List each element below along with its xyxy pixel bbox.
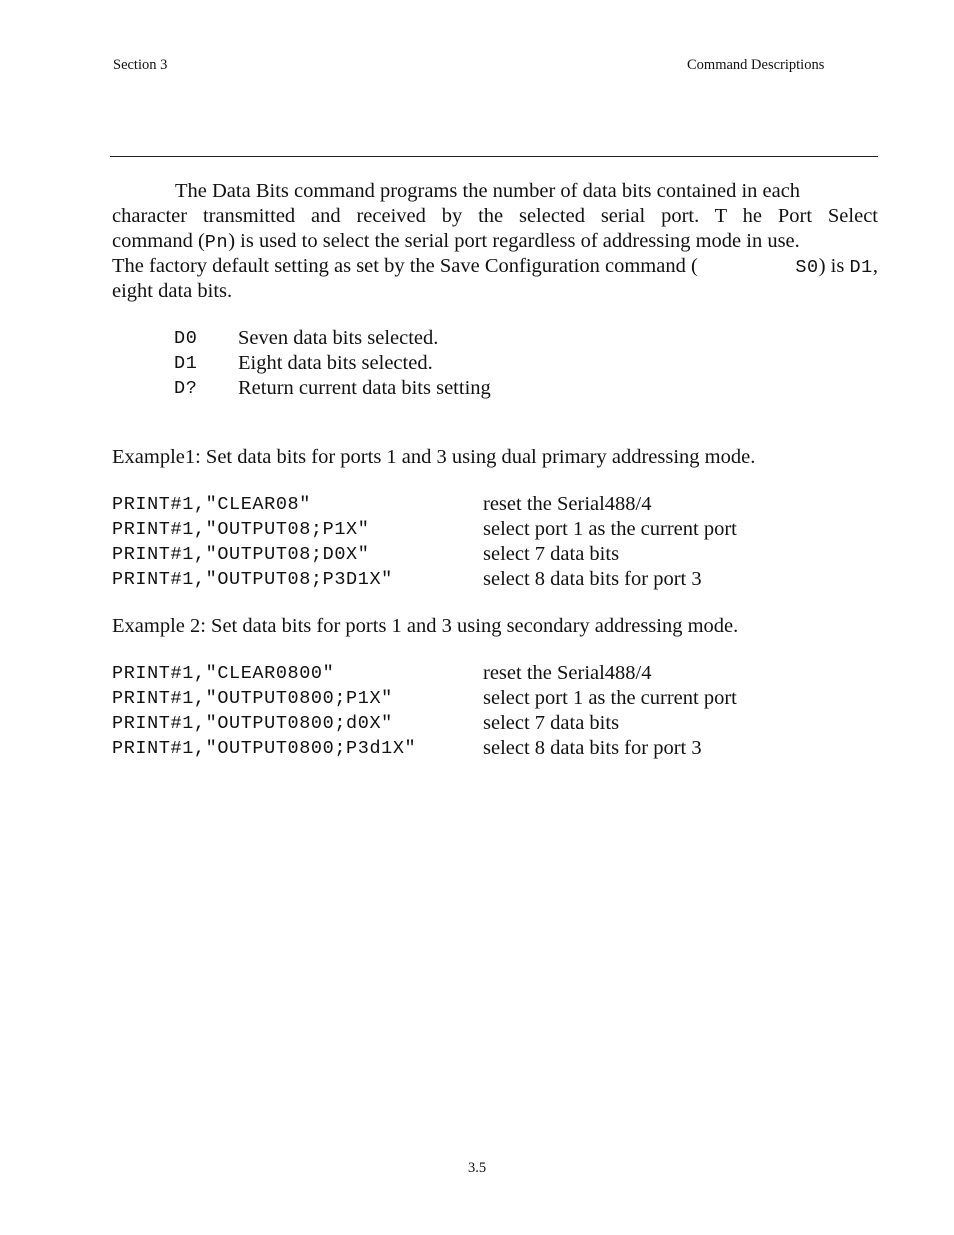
intro-line-5: eight data bits. (112, 280, 233, 302)
running-header-section: Section 3 (113, 57, 168, 73)
intro-text: ) is (818, 255, 850, 277)
example-description: reset the Serial488/4 (483, 493, 652, 515)
option-list (174, 326, 491, 401)
example-2-title: Example 2: Set data bits for ports 1 and 3 using secondary addressing mode. (112, 615, 739, 637)
option-description: Eight data bits selected. (238, 352, 433, 374)
intro-paragraph (112, 179, 878, 304)
option-item (174, 351, 491, 376)
example-row (112, 711, 737, 736)
intro-text: , (872, 255, 878, 277)
example-row (112, 567, 737, 592)
example-row (112, 492, 737, 517)
example-description: select 8 data bits for port 3 (483, 737, 702, 759)
example-row (112, 542, 737, 567)
example-code: PRINT#1,"OUTPUT0800;P3d1X" (112, 738, 417, 759)
example-row (112, 517, 737, 542)
intro-text: command ( (112, 230, 205, 252)
intro-line-1: The Data Bits command programs the number of data bits contained in each (175, 180, 801, 202)
option-code: D0 (174, 328, 198, 349)
example-row (112, 736, 737, 761)
inline-code: Pn (204, 232, 229, 253)
intro-text: The factory default setting as set by the Save Configuration command ( (112, 255, 698, 277)
intro-line-3 (112, 229, 878, 254)
example-description: reset the Serial488/4 (483, 662, 652, 684)
intro-line-2: character transmitted and received by the selected serial port. T he Port Select (112, 205, 878, 227)
running-header-title: Command Descriptions (687, 57, 825, 73)
option-item (174, 326, 491, 351)
example-code: PRINT#1,"OUTPUT08;P1X" (112, 519, 370, 540)
intro-line-4 (112, 254, 878, 279)
option-description: Return current data bits setting (238, 377, 491, 399)
example-description: select 7 data bits (483, 543, 620, 565)
header-divider (110, 156, 878, 157)
example-code: PRINT#1,"OUTPUT0800;d0X" (112, 713, 393, 734)
example-code: PRINT#1,"CLEAR08" (112, 494, 311, 515)
inline-code: S0 (795, 257, 819, 278)
intro-line-4-end (795, 254, 878, 279)
example-code: PRINT#1,"OUTPUT08;P3D1X" (112, 569, 393, 590)
option-item (174, 376, 491, 401)
example-1-code-table (112, 492, 737, 592)
example-description: select 8 data bits for port 3 (483, 568, 702, 590)
example-row (112, 686, 737, 711)
option-code: D? (174, 378, 198, 399)
example-code: PRINT#1,"OUTPUT0800;P1X" (112, 688, 393, 709)
example-description: select port 1 as the current port (483, 687, 737, 709)
option-description: Seven data bits selected. (238, 327, 439, 349)
intro-text: ) is used to select the serial port regardless of addressing mode in use. (228, 230, 800, 252)
example-2-code-table (112, 661, 737, 761)
page-number: 3.5 (467, 1160, 487, 1176)
inline-code: D1 (849, 257, 873, 278)
example-row (112, 661, 737, 686)
example-code: PRINT#1,"OUTPUT08;D0X" (112, 544, 370, 565)
example-1-title: Example1: Set data bits for ports 1 and 3 using dual primary addressing mode. (112, 446, 756, 468)
example-code: PRINT#1,"CLEAR0800" (112, 663, 335, 684)
example-description: select port 1 as the current port (483, 518, 737, 540)
option-code: D1 (174, 353, 198, 374)
example-description: select 7 data bits (483, 712, 620, 734)
